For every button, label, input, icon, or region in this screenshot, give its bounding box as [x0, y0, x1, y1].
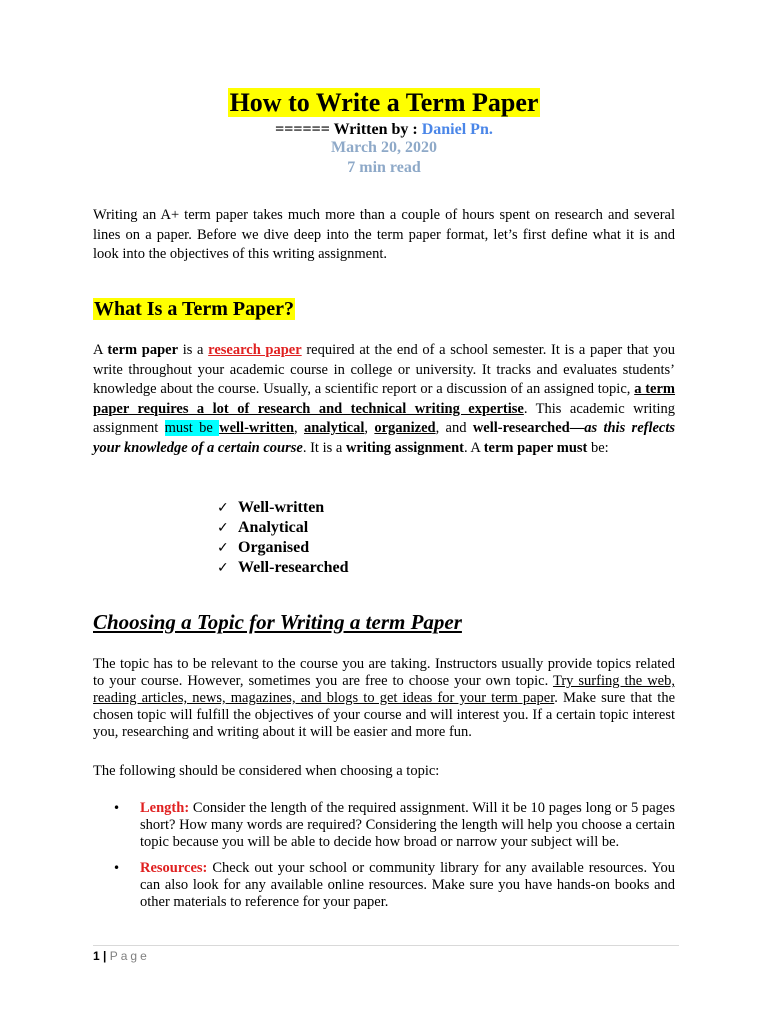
page-label: Page: [109, 949, 150, 963]
title-text: How to Write a Term Paper: [229, 88, 539, 117]
publish-date: March 20, 2020: [331, 139, 437, 156]
topic-paragraph: The topic has to be relevant to the course you are taking. Instructors usually provide topics related to your course. However, sometimes you are free to choose your own topic. Try surfing the web, reading articles, news, magazines, and blogs to get ideas for your term paper. Make sure that the chosen topic will fulfill the objectives of your course and will interest you. If a certain topic interest you, researching and writing about it will be easier and more fun.: [93, 656, 675, 740]
byline-prefix: ====== Written by :: [275, 121, 422, 138]
research-paper-link[interactable]: research paper: [208, 342, 302, 358]
checkmark-icon: ✓: [217, 540, 229, 556]
list-item: • Resources: Check out your school or community library for any available resources. You can also look for any available online resources. Make sure you have hands-on books and other materials to reference for your paper.: [113, 860, 675, 910]
surfing-web-link[interactable]: Try surfing the web, reading articles, news, magazines, and blogs to get ideas for your term paper: [93, 673, 675, 706]
checkmark-icon: ✓: [217, 520, 229, 536]
list-item: • Length: Consider the length of the required assignment. Will it be 10 pages long or 5 pages short? How many words are required? Considering the length will help you choose a certain topic because you will be able to decide how broad or narrow your subject will be.: [113, 800, 675, 850]
author-name: Daniel Pn.: [421, 121, 493, 138]
checklist: [217, 498, 349, 578]
footer-divider: [93, 945, 679, 946]
considerations-intro: The following should be considered when choosing a topic:: [93, 763, 440, 779]
section-heading-text: What Is a Term Paper?: [94, 298, 294, 320]
section-heading-choosing-topic: Choosing a Topic for Writing a term Paper: [93, 610, 462, 634]
page-number: 1: [93, 949, 100, 963]
checkmark-icon: ✓: [217, 500, 229, 516]
term-paper-paragraph: A term paper is a research paper required at the end of a school semester. It is a paper that you write throughout your academic course in college or university. It tracks and evaluates students’ knowledge about the course. Usually, a scientific report or a discussion of an assigned topic, a term paper requires a lot of research and technical writing expertise. This academic writing assignment must be well-written, analytical, organized, and well-researched—as this reflects your knowledge of a certain course. It is a writing assignment. A term paper must be:: [93, 342, 676, 456]
intro-paragraph: Writing an A+ term paper takes much more than a couple of hours spent on research and several lines on a paper. Before we dive deep into the term paper format, let’s first define what it is and look into the objectives of this writing assignment.: [93, 207, 675, 262]
checklist-item: ✓ Well-written: [217, 499, 325, 516]
read-time: 7 min read: [347, 159, 421, 176]
considerations-list: [113, 800, 675, 920]
checklist-item: ✓ Analytical: [217, 519, 309, 536]
checkmark-icon: ✓: [217, 560, 229, 576]
page-footer: 1 | Page: [93, 949, 150, 963]
checklist-item: ✓ Organised: [217, 539, 310, 556]
bullet-icon: •: [113, 801, 121, 815]
page-title: [0, 86, 768, 120]
byline: [0, 120, 768, 139]
bullet-icon: •: [113, 861, 121, 875]
section-heading-what-is: [93, 296, 295, 322]
checklist-item: ✓ Well-researched: [217, 559, 349, 576]
